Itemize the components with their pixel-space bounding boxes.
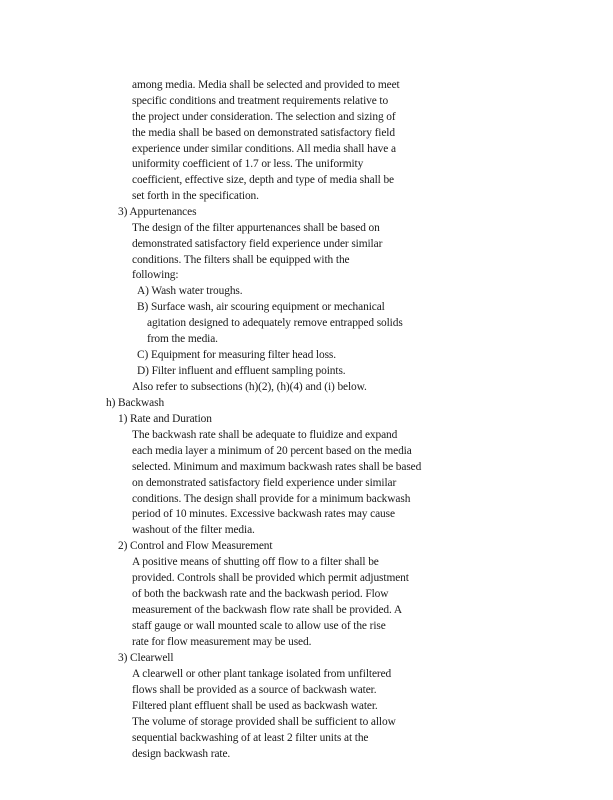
paragraph-line: design backwash rate. [132,748,231,760]
section-heading: 3) Appurtenances [118,206,197,218]
paragraph-line: uniformity coefficient of 1.7 or less. The uniformity [132,158,364,170]
paragraph-line: demonstrated satisfactory field experience under similar [132,238,383,250]
list-item-continuation: agitation designed to adequately remove entrapped solids [147,317,403,329]
paragraph-line: on demonstrated satisfactory field experience under similar [132,477,397,489]
paragraph-line: flows shall be provided as a source of backwash water. [132,684,377,696]
paragraph-line: each media layer a minimum of 20 percent based on the media [132,445,412,457]
paragraph-line: conditions. The design shall provide for a minimum backwash [132,493,411,505]
paragraph-line: experience under similar conditions. All media shall have a [132,143,396,155]
paragraph-line: washout of the filter media. [132,524,255,536]
paragraph-line: The backwash rate shall be adequate to fluidize and expand [132,429,398,441]
paragraph-line: A positive means of shutting off flow to a filter shall be [132,556,379,568]
list-item: C) Equipment for measuring filter head loss. [137,349,337,361]
paragraph-line: A clearwell or other plant tankage isolated from unfiltered [132,668,392,680]
list-item-continuation: from the media. [147,333,218,345]
paragraph-line: Also refer to subsections (h)(2), (h)(4) and (i) below. [132,381,367,393]
paragraph-line: selected. Minimum and maximum backwash rates shall be based [132,461,422,473]
paragraph-line: period of 10 minutes. Excessive backwash rates may cause [132,508,395,520]
list-item: B) Surface wash, air scouring equipment or mechanical [137,301,385,313]
list-item: A) Wash water troughs. [137,285,243,297]
subsection-heading: 3) Clearwell [118,652,174,664]
paragraph-line: The design of the filter appurtenances shall be based on [132,222,380,234]
section-heading: h) Backwash [106,397,165,409]
paragraph-line: conditions. The filters shall be equipped with the [132,254,350,266]
paragraph-line: specific conditions and treatment requirements relative to [132,95,389,107]
subsection-heading: 2) Control and Flow Measurement [118,540,273,552]
paragraph-line: coefficient, effective size, depth and type of media shall be [132,174,394,186]
paragraph-line: Filtered plant effluent shall be used as backwash water. [132,700,378,712]
paragraph-line: provided. Controls shall be provided which permit adjustment [132,572,409,584]
paragraph-line: set forth in the specification. [132,190,259,202]
paragraph-line: sequential backwashing of at least 2 filter units at the [132,732,369,744]
paragraph-line: The volume of storage provided shall be sufficient to allow [132,716,396,728]
paragraph-line: among media. Media shall be selected and provided to meet [132,79,400,91]
subsection-heading: 1) Rate and Duration [118,413,212,425]
paragraph-line: measurement of the backwash flow rate shall be provided. A [132,604,403,616]
paragraph-line: of both the backwash rate and the backwash period. Flow [132,588,389,600]
paragraph-line: staff gauge or wall mounted scale to allow use of the rise [132,620,386,632]
paragraph-line: following: [132,269,179,281]
paragraph-line: the project under consideration. The selection and sizing of [132,111,396,123]
list-item: D) Filter influent and effluent sampling points. [137,365,346,377]
paragraph-line: rate for flow measurement may be used. [132,636,312,648]
paragraph-line: the media shall be based on demonstrated satisfactory field [132,127,395,139]
